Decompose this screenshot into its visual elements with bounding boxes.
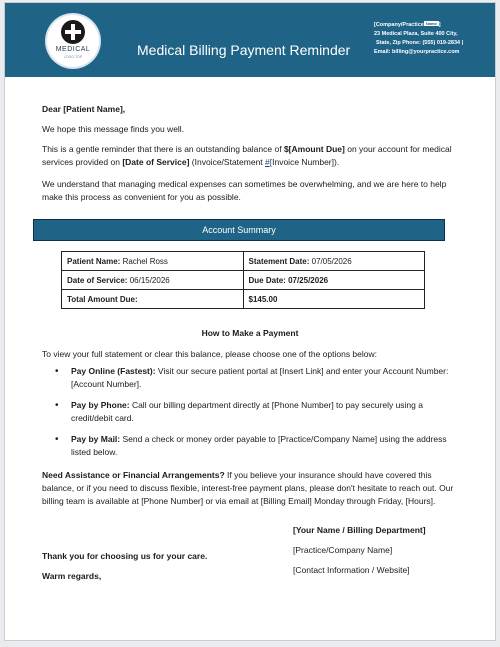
table-row	[62, 271, 425, 290]
intro-text: We hope this message finds you well.	[42, 124, 185, 134]
table-row	[62, 290, 425, 309]
payment-options-list	[53, 365, 463, 467]
signature-company: [Practice/Company Name]	[293, 545, 393, 555]
payment-intro: To view your full statement or clear this balance, please choose one of the options below:	[42, 349, 377, 359]
page-title: Medical Billing Payment Reminder	[137, 42, 351, 58]
contact-address-line2: State, Zip Phone: (555) 019-2834 |	[376, 40, 464, 46]
signature-name: [Your Name / Billing Department]	[293, 525, 426, 535]
table-cell: Due Date: 07/25/2026	[243, 271, 425, 290]
warm-regards: Warm regards,	[42, 571, 102, 581]
contact-address-line1: 23 Medical Plaza, Suite 400 City,	[374, 31, 458, 37]
letter-header	[5, 3, 495, 77]
account-summary-table	[61, 251, 425, 309]
contact-company: [Company/Practice Name ]	[374, 21, 441, 28]
amount-due: $[Amount Due]	[283, 144, 345, 154]
thank-you-text: Thank you for choosing us for your care.	[42, 551, 208, 561]
letter-page	[4, 2, 496, 641]
table-cell: Total Amount Due:	[62, 290, 244, 309]
date-of-service: [Date of Service]	[122, 157, 190, 167]
signature-contact: [Contact Information / Website]	[293, 565, 410, 575]
list-item: • Pay Online (Fastest): Visit our secure patient portal at [Insert Link] and enter your Account Number: [Account Number].	[53, 365, 463, 391]
table-cell: Patient Name: Rachel Ross	[62, 252, 244, 271]
understanding-paragraph: We understand that managing medical expenses can sometimes be overwhelming, and we are here to help make this process as convenient for you as possible.	[42, 179, 447, 202]
reminder-paragraph: This is a gentle reminder that there is an outstanding balance of $[Amount Due] on your account for medical services provided on [Date of Service] (Invoice/Statement #[Invoice Number]).	[42, 144, 452, 167]
table-row	[62, 252, 425, 271]
logo-subtext: LOGO TOP	[63, 55, 83, 59]
medical-cross-icon	[61, 20, 85, 44]
table-cell: Statement Date: 07/05/2026	[243, 252, 425, 271]
table-cell: $145.00	[243, 290, 425, 309]
logo-text: MEDICAL	[55, 46, 91, 53]
company-name-tag: Name	[425, 21, 437, 26]
contact-email: Email: billing@yourpractice.com	[374, 49, 460, 55]
table-cell: Date of Service: 06/15/2026	[62, 271, 244, 290]
account-summary-header: Account Summary	[33, 219, 445, 241]
contact-block	[374, 21, 492, 57]
invoice-hash: #[	[265, 157, 273, 167]
list-item: • Pay by Phone: Call our billing department directly at [Phone Number] to pay securely using a credit/debit card.	[53, 399, 463, 425]
medical-logo	[47, 15, 99, 67]
assistance-paragraph: Need Assistance or Financial Arrangements? If you believe your insurance should have covered this balance, or if you need to discuss flexible, interest-free payment plans, please don't hesitate to reach out. Our billing team is available at [Phone Number] or via email at [Billing Email] Monday through Friday, [Hours].	[42, 470, 454, 506]
list-item: • Pay by Mail: Send a check or money order payable to [Practice/Company Name] using the address listed below.	[53, 433, 463, 459]
payment-section-title: How to Make a Payment	[201, 328, 299, 338]
salutation: Dear [Patient Name],	[42, 104, 126, 114]
